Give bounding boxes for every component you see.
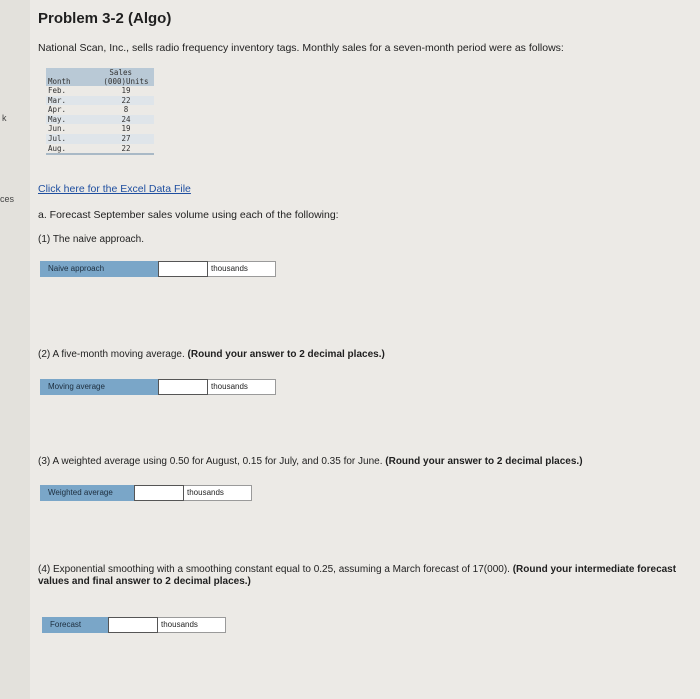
moving-average-label: Moving average	[40, 379, 158, 395]
table-header	[46, 77, 154, 86]
moving-average-input[interactable]	[158, 379, 208, 395]
table-row	[46, 115, 154, 125]
cell-month: Jun.	[48, 124, 67, 134]
weighted-average-label: Weighted average	[40, 485, 134, 501]
cell-units: 8	[123, 105, 129, 115]
page-title: Problem 3-2 (Algo)	[38, 10, 172, 27]
header-month: Month	[48, 77, 71, 86]
header-sales: Sales	[109, 68, 132, 77]
question-4	[38, 564, 688, 588]
naive-input[interactable]	[158, 261, 208, 277]
cell-units: 27	[121, 133, 131, 143]
table-row	[46, 86, 154, 96]
question-2-text: (2) A five-month moving average.	[38, 349, 188, 360]
cell-units: 19	[121, 124, 131, 134]
naive-answer-row	[40, 261, 276, 277]
problem-intro: National Scan, Inc., sells radio frequency inventory tags. Monthly sales for a seven-month period were as follows:	[38, 42, 564, 54]
cell-month: Mar.	[48, 95, 67, 105]
question-2-instruction: (Round your answer to 2 decimal places.)	[187, 349, 385, 360]
cell-units: 22	[121, 95, 131, 105]
question-4-text: (4) Exponential smoothing with a smoothing constant equal to 0.25, assuming a March forecast of 17(000).	[38, 564, 513, 575]
question-1	[38, 234, 144, 245]
table-row	[46, 134, 154, 144]
forecast-label: Forecast	[42, 617, 108, 633]
table-row	[46, 96, 154, 106]
table-row	[46, 124, 154, 134]
header-units: (000)Units	[103, 77, 149, 86]
sidebar-edge	[0, 0, 30, 699]
excel-data-link[interactable]: Click here for the Excel Data File	[38, 183, 191, 195]
part-a-prompt: a. Forecast September sales volume using each of the following:	[38, 209, 339, 221]
table-row	[46, 144, 154, 154]
naive-label: Naive approach	[40, 261, 158, 277]
table-body	[46, 86, 154, 153]
sales-table	[46, 68, 154, 155]
question-1-text: (1) The naive approach.	[38, 234, 144, 245]
cell-month: Jul.	[48, 133, 67, 143]
forecast-input[interactable]	[108, 617, 158, 633]
cell-month: Apr.	[48, 105, 67, 115]
question-3-instruction: (Round your answer to 2 decimal places.)	[385, 456, 583, 467]
forecast-answer-row	[42, 617, 226, 633]
sidebar-fragment: k	[2, 113, 7, 123]
sidebar-fragment: ces	[0, 194, 15, 204]
question-3	[38, 456, 583, 467]
forecast-unit: thousands	[158, 617, 226, 633]
question-2	[38, 349, 385, 360]
cell-units: 19	[121, 86, 131, 95]
weighted-average-answer-row	[40, 485, 252, 501]
moving-average-unit: thousands	[208, 379, 276, 395]
table-header-top	[46, 68, 154, 77]
question-3-text: (3) A weighted average using 0.50 for August, 0.15 for July, and 0.35 for June.	[38, 456, 386, 467]
cell-month: Aug.	[48, 143, 67, 153]
cell-units: 24	[121, 114, 131, 124]
cell-units: 22	[121, 143, 131, 153]
weighted-average-input[interactable]	[134, 485, 184, 501]
cell-month: May.	[48, 114, 67, 124]
moving-average-answer-row	[40, 379, 276, 395]
table-row	[46, 105, 154, 115]
weighted-average-unit: thousands	[184, 485, 252, 501]
cell-month: Feb.	[48, 86, 67, 95]
naive-unit: thousands	[208, 261, 276, 277]
question-4-instruction: (Round your intermediate forecast values and final answer to 2 decimal places.)	[38, 564, 677, 587]
